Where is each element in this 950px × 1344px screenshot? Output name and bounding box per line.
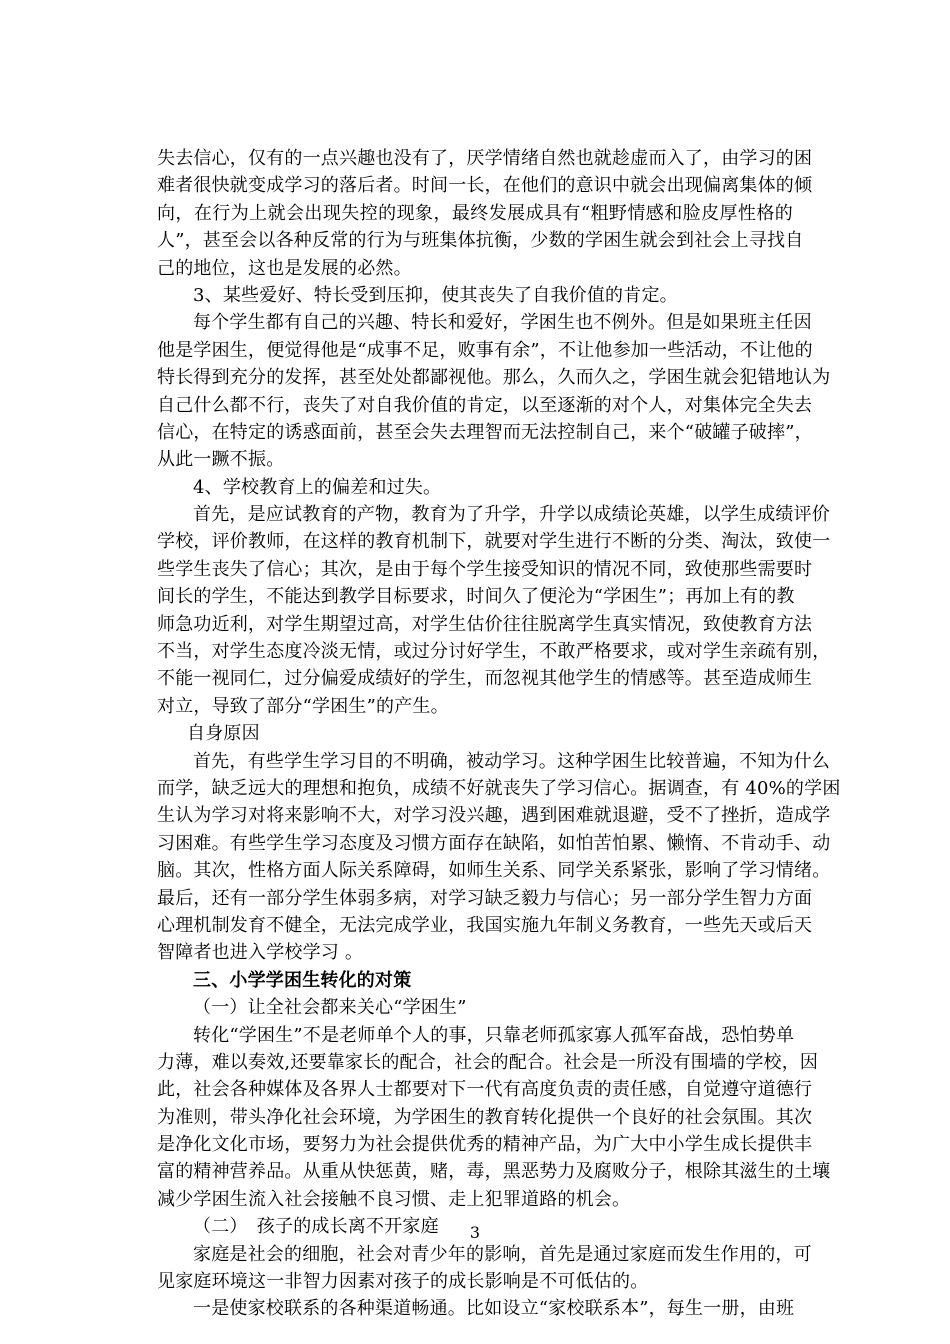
text-line: 而学，缺乏远大的理想和抱负，成绩不好就丧失了学习信心。据调查，有 40%的学困 xyxy=(157,777,841,799)
text-line: 4、学校教育上的偏差和过失。 xyxy=(193,476,442,498)
text-line: 脑。其次，性格方面人际关系障碍，如师生关系、同学关系紧张，影响了学习情绪。 xyxy=(157,860,831,882)
text-line: 富的精神营养品。从重从快惩黄，赌，毒，黑恶势力及腐败分子，根除其滋生的土壤 xyxy=(157,1161,831,1183)
text-line: 特长得到充分的发挥，甚至处处都鄙视他。那么，久而久之，学困生就会犯错地认为 xyxy=(157,367,831,389)
text-line: 从此一蹶不振。 xyxy=(157,449,285,471)
text-line: 不能一视同仁，过分偏爱成绩好的学生，而忽视其他学生的情感等。甚至造成师生 xyxy=(157,668,813,690)
text-line: 家庭是社会的细胞，社会对青少年的影响，首先是通过家庭而发生作用的，可 xyxy=(193,1243,812,1265)
text-line: 学校，评价教师，在这样的教育机制下，就要对学生进行不断的分类、淘汰，致使一 xyxy=(157,531,831,553)
text-line: 3、某些爱好、特长受到压抑，使其丧失了自我价值的肯定。 xyxy=(193,284,678,306)
text-line: 自身原因 xyxy=(187,723,260,745)
text-line: 见家庭环境这一非智力因素对孩子的成长影响是不可低估的。 xyxy=(157,1271,649,1293)
text-line: 人”，甚至会以各种反常的行为与班集体抗衡，少数的学困生就会到社会上寻找自 xyxy=(157,230,804,252)
text-line: 些学生丧失了信心；其次，是由于每个学生接受知识的情况不同，致使那些需要时 xyxy=(157,558,813,580)
text-line: 失去信心，仅有的一点兴趣也没有了，厌学情绪自然也就趁虚而入了，由学习的困 xyxy=(157,148,813,169)
text-line: 一是使家校联系的各种渠道畅通。比如设立“家校联系本”，每生一册，由班 xyxy=(193,1298,795,1320)
text-line: 向，在行为上就会出现失控的现象，最终发展成具有“粗野情感和脸皮厚性格的 xyxy=(157,202,793,224)
text-line: （二） 孩子的成长离不开家庭 xyxy=(193,1216,439,1238)
text-line: 间长的学生，不能达到教学目标要求，时间久了便沦为“学困生”；再加上有的教 xyxy=(157,586,795,608)
text-line: 是净化文化市场，要努力为社会提供优秀的精神产品，为广大中小学生成长提供丰 xyxy=(157,1134,813,1156)
text-line: 转化“学困生”不是老师单个人的事，只靠老师孤家寡人孤军奋战，恐怕势单 xyxy=(193,1024,795,1046)
text-line: 心理机制发育不健全，无法完成学业，我国实施九年制义务教育，一些先天或后天 xyxy=(157,914,813,936)
text-line: 师急功近利，对学生期望过高，对学生估价往往脱离学生真实情况，致使教育方法 xyxy=(157,613,813,635)
text-line: 减少学困生流入社会接触不良习惯、走上犯罪道路的机会。 xyxy=(157,1188,631,1210)
text-line: （一）让全社会都来关心“学困生” xyxy=(193,997,467,1019)
text-line: 三、小学学困生转化的对策 xyxy=(193,969,412,991)
text-line: 信心，在特定的诱惑面前，甚至会失去理智而无法控制自己，来个“破罐子破摔”， xyxy=(157,421,813,443)
text-line: 为准则，带头净化社会环境，为学困生的教育转化提供一个良好的社会氛围。其次 xyxy=(157,1106,813,1128)
text-line: 对立，导致了部分“学困生”的产生。 xyxy=(157,695,449,717)
body-text xyxy=(157,145,841,1323)
text-line: 首先，有些学生学习目的不明确，被动学习。这种学困生比较普遍，不知为什么 xyxy=(193,750,830,772)
text-line: 自己什么都不行，丧失了对自我价值的肯定，以至逐渐的对个人，对集体完全失去 xyxy=(157,394,813,416)
text-line: 此，社会各种媒体及各界人士都要对下一代有高度负责的责任感，自觉遵守道德行 xyxy=(157,1079,813,1101)
text-line: 力薄，难以奏效,还要靠家长的配合，社会的配合。社会是一所没有围墙的学校，因 xyxy=(157,1051,819,1073)
text-line: 不当，对学生态度冷淡无情，或过分讨好学生，不敢严格要求，或对学生亲疏有别， xyxy=(157,641,831,663)
text-line: 生认为学习对将来影响不大，对学习没兴趣，遇到困难就退避，受不了挫折，造成学 xyxy=(157,805,831,827)
page-number: 3 xyxy=(469,1223,481,1242)
text-line: 难者很快就变成学习的落后者。时间一长，在他们的意识中就会出现偏离集体的倾 xyxy=(157,175,813,197)
text-line: 智障者也进入学校学习 。 xyxy=(157,942,364,964)
text-line: 最后，还有一部分学生体弱多病，对学习缺乏毅力与信心；另一部分学生智力方面 xyxy=(157,887,813,909)
text-line: 每个学生都有自己的兴趣、特长和爱好，学困生也不例外。但是如果班主任因 xyxy=(193,312,812,334)
text-line: 他是学困生，便觉得他是“成事不足，败事有余”，不让他参加一些活动，不让他的 xyxy=(157,339,813,361)
text-line: 首先，是应试教育的产物，教育为了升学，升学以成绩论英雄，以学生成绩评价 xyxy=(193,504,830,526)
text-line: 习困难。有些学生学习态度及习惯方面存在缺陷，如怕苦怕累、懒惰、不肯动手、动 xyxy=(157,832,831,854)
text-line: 己的地位，这也是发展的必然。 xyxy=(157,257,412,279)
